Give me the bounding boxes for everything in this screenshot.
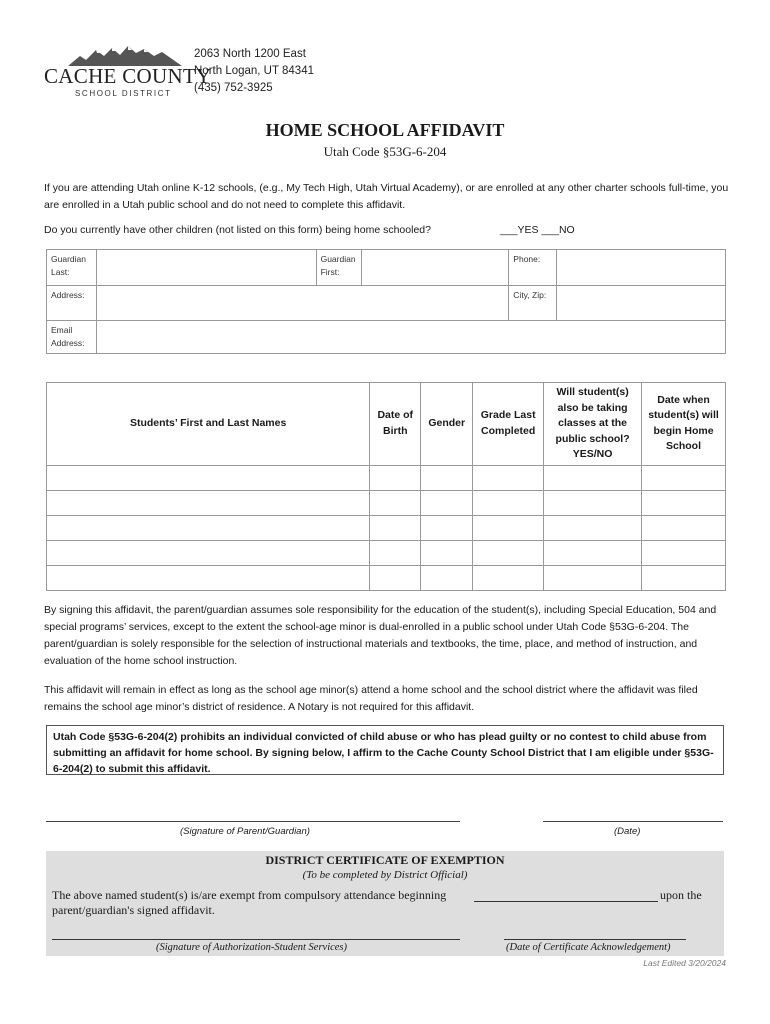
table-row xyxy=(47,515,726,540)
table-row xyxy=(47,565,726,590)
other-children-yes-no[interactable]: ___YES ___NO xyxy=(500,224,575,236)
grade-cell[interactable] xyxy=(473,490,544,515)
exemption-text: The above named student(s) is/are exempt from compulsory attendance beginning parent/guardian's signed affidavit. xyxy=(52,888,447,917)
begin-date-cell[interactable] xyxy=(642,565,726,590)
dob-cell[interactable] xyxy=(370,565,421,590)
district-phone: (435) 752-3925 xyxy=(194,82,273,94)
table-row xyxy=(47,540,726,565)
classes-cell[interactable] xyxy=(544,565,642,590)
begin-date-cell[interactable] xyxy=(642,515,726,540)
district-certificate xyxy=(46,851,724,956)
last-edited: Last Edited 3/20/2024 xyxy=(643,958,726,968)
grade-cell[interactable] xyxy=(473,565,544,590)
phone-field[interactable] xyxy=(557,250,726,286)
table-row xyxy=(47,465,726,490)
acknowledgement-date-line[interactable] xyxy=(504,939,686,940)
guardian-first-label: Guardian First: xyxy=(316,250,361,286)
dob-cell[interactable] xyxy=(370,465,421,490)
classes-cell[interactable] xyxy=(544,490,642,515)
gender-cell[interactable] xyxy=(421,465,473,490)
guardian-first-field[interactable] xyxy=(361,250,509,286)
table-row xyxy=(47,490,726,515)
student-name-cell[interactable] xyxy=(47,540,370,565)
authorization-signature-line[interactable] xyxy=(52,939,460,940)
address-label: Address: xyxy=(47,286,97,321)
effect-paragraph: This affidavit will remain in effect as long as the school age minor(s) attend a home school and the school district where the affidavit was filed remains the school age minor’s district of residence. A Notary is not required for this affidavit. xyxy=(44,684,698,713)
student-name-cell[interactable] xyxy=(47,490,370,515)
authorization-signature-caption: (Signature of Authorization-Student Services) xyxy=(156,942,348,953)
grade-cell[interactable] xyxy=(473,540,544,565)
parent-signature-caption: (Signature of Parent/Guardian) xyxy=(180,826,310,837)
address-field[interactable] xyxy=(96,286,508,321)
guardian-last-field[interactable] xyxy=(96,250,316,286)
student-name-cell[interactable] xyxy=(47,515,370,540)
header-gender: Gender xyxy=(421,383,473,466)
dob-cell[interactable] xyxy=(370,515,421,540)
district-certificate-title: DISTRICT CERTIFICATE OF EXEMPTION xyxy=(265,853,505,867)
parent-date-line[interactable] xyxy=(543,821,723,822)
gender-cell[interactable] xyxy=(421,490,473,515)
classes-cell[interactable] xyxy=(544,465,642,490)
exemption-begin-date-field[interactable] xyxy=(474,901,658,902)
guardian-info-table xyxy=(46,249,726,354)
header-grade: Grade Last Completed xyxy=(473,383,544,466)
email-label: Email Address: xyxy=(47,321,97,354)
district-certificate-subtitle: (To be completed by District Official) xyxy=(302,869,468,881)
student-name-cell[interactable] xyxy=(47,465,370,490)
exemption-upon-text: upon the xyxy=(660,888,702,902)
responsibility-paragraph: By signing this affidavit, the parent/guardian assumes sole responsibility for the education of the student(s), including Special Education, 504 and special programs’ services, except to the extent the school-age minor is dual-enrolled in a public school under Utah Code §53G-6-204. The parent/guardian is solely responsible for the selection of instructional materials and textbooks, the time, place, and method of instruction, and evaluation of the home school instruction. xyxy=(44,604,717,667)
gender-cell[interactable] xyxy=(421,540,473,565)
begin-date-cell[interactable] xyxy=(642,540,726,565)
logo-name: CACHE COUNTY xyxy=(44,64,212,88)
guardian-last-label: Guardian Last: xyxy=(47,250,97,286)
classes-cell[interactable] xyxy=(544,515,642,540)
header-begin-date: Date when student(s) will begin Home School xyxy=(642,383,726,466)
dob-cell[interactable] xyxy=(370,490,421,515)
city-zip-label: City, Zip: xyxy=(509,286,557,321)
parent-signature-line[interactable] xyxy=(46,821,460,822)
student-name-cell[interactable] xyxy=(47,565,370,590)
parent-date-caption: (Date) xyxy=(614,826,641,837)
address-line-2: North Logan, UT 84341 xyxy=(194,65,314,77)
begin-date-cell[interactable] xyxy=(642,465,726,490)
gender-cell[interactable] xyxy=(421,515,473,540)
grade-cell[interactable] xyxy=(473,465,544,490)
page-title: HOME SCHOOL AFFIDAVIT xyxy=(265,120,505,140)
address-line-1: 2063 North 1200 East xyxy=(194,48,306,60)
district-logo xyxy=(44,44,212,104)
page-subtitle: Utah Code §53G-6-204 xyxy=(323,144,447,159)
header-date-of-birth: Date of Birth xyxy=(370,383,421,466)
eligibility-notice: Utah Code §53G-6-204(2) prohibits an individual convicted of child abuse or who has plead guilty or no contest to child abuse from submitting an affidavit for home school. By signing below, I affirm to the Cache County School District that I am eligible under §53G-6-204(2) to submit this affidavit. xyxy=(46,725,724,775)
phone-label: Phone: xyxy=(509,250,557,286)
header-public-classes: Will student(s) also be taking classes at the public school? YES/NO xyxy=(544,383,642,466)
acknowledgement-date-caption: (Date of Certificate Acknowledgement) xyxy=(506,942,671,953)
other-children-question: Do you currently have other children (not listed on this form) being home schooled? xyxy=(44,224,431,236)
header-student-names: Students’ First and Last Names xyxy=(47,383,370,466)
classes-cell[interactable] xyxy=(544,540,642,565)
logo-subtitle: SCHOOL DISTRICT xyxy=(75,89,172,98)
city-zip-field[interactable] xyxy=(557,286,726,321)
begin-date-cell[interactable] xyxy=(642,490,726,515)
students-table xyxy=(46,382,726,591)
gender-cell[interactable] xyxy=(421,565,473,590)
district-address xyxy=(194,46,314,97)
intro-paragraph: If you are attending Utah online K-12 schools, (e.g., My Tech High, Utah Virtual Academy), or are enrolled at any other charter schools full-time, you are enrolled in a Utah public school and do not need to complete this affidavit. xyxy=(44,182,729,211)
grade-cell[interactable] xyxy=(473,515,544,540)
email-field[interactable] xyxy=(96,321,725,354)
dob-cell[interactable] xyxy=(370,540,421,565)
